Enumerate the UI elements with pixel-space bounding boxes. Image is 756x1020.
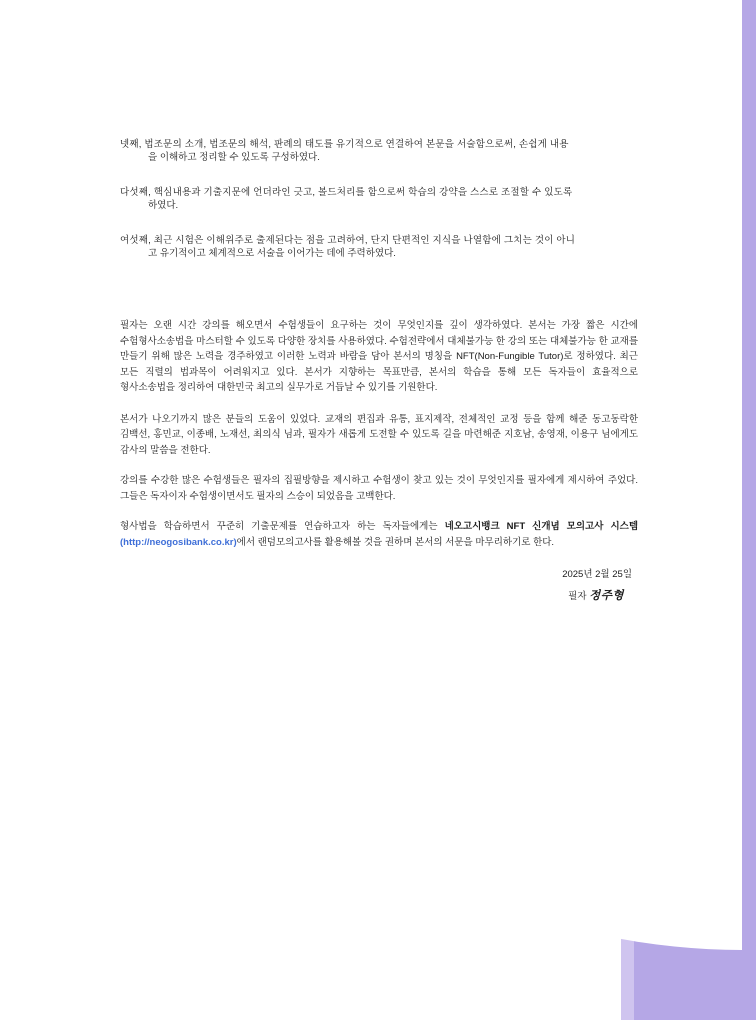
numbered-paragraph-5-lead: 다섯째, 핵심내용과 기출지문에 언더라인 긋고, 볼드처리를 함으로써 학습의 강약을 스스로 조절할 수 있도록 bbox=[120, 186, 573, 198]
numbered-paragraph-4-cont: 을 이해하고 정리할 수 있도록 구성하였다. bbox=[148, 152, 320, 164]
numbered-paragraph-5 bbox=[120, 186, 638, 213]
paragraph-1: 필자는 오랜 시간 강의를 해오면서 수험생들이 요구하는 것이 무엇인지를 깊이 생각하였다. 본서는 가장 짧은 시간에 수험형사소송법을 마스터할 수 있도록 다양한 장치를 사용하였다. 수험전략에서 대체불가능 한 강의 또는 대체불가능 한 교재를 만들기 위해 많은 노력을 경주하였고 이러한 노력과 바람을 담아 본서의 명칭을 NFT(Non-Fungible Tutor)로 정하였다. 최근 모든 직렬의 법과목이 어려워지고 있다. 본서가 지향하는 목표만큼, 본서의 학습을 통해 모든 독자들이 효율적으로 형사소송법을 정리하여 대한민국 최고의 실무가로 거듭날 수 있기를 기원한다. bbox=[120, 320, 638, 394]
final-paragraph-after: 에서 랜덤모의고사를 활용해볼 것을 권하며 본서의 서문을 마무리하기로 한다. bbox=[236, 536, 555, 548]
paragraph-2: 본서가 나오기까지 많은 분들의 도움이 있었다. 교재의 편집과 유통, 표지제작, 전체적인 교정 등을 함께 해준 동고동락한 김백선, 홍민교, 이종배, 노재선, 최의식 님과, 필자가 새롭게 도전할 수 있도록 길을 마련해준 지호남, 송영재, 이용구 님에게도 감사의 말씀을 전한다. bbox=[120, 413, 638, 456]
section-spacer bbox=[120, 282, 638, 309]
signature-author-name: 정주형 bbox=[589, 588, 624, 603]
numbered-paragraph-6-lead: 여섯째, 최근 시험은 이해위주로 출제된다는 점을 고려하여, 단지 단편적인 지식을 나열함에 그치는 것이 아니 bbox=[120, 234, 576, 246]
final-paragraph-before: 형사법을 학습하면서 꾸준히 기출문제를 연습하고자 하는 독자들에게는 bbox=[120, 521, 445, 533]
numbered-paragraph-4-lead: 넷째, 법조문의 소개, 법조문의 해석, 판례의 태도를 유기적으로 연결하여 본문을 서술함으로써, 손쉽게 내용 bbox=[120, 139, 569, 150]
numbered-paragraph-6-cont: 고 유기적이고 체계적으로 서술을 이어가는 데에 주력하였다. bbox=[148, 248, 396, 260]
paragraph-3: 강의를 수강한 많은 수험생들은 필자의 집필방향을 제시하고 수험생이 찾고 있는 것이 무엇인지를 필자에게 제시하여 주었다. 그들은 독자이자 수험생이면서도 필자의 스승이 되었음을 고백한다. bbox=[120, 475, 638, 502]
numbered-paragraph-4 bbox=[120, 138, 638, 165]
signature-date: 2025년 2월 25일 bbox=[562, 569, 632, 581]
document-body bbox=[120, 138, 638, 603]
paragraph-final bbox=[120, 519, 638, 550]
mock-exam-system-name: 네오고시뱅크 NFT 신개념 모의고사 시스템 bbox=[444, 521, 638, 533]
signature-label: 필자 bbox=[568, 591, 587, 603]
neogosibank-link[interactable]: (http://neogosibank.co.kr) bbox=[120, 536, 237, 548]
signature-block bbox=[120, 587, 638, 603]
numbered-paragraph-5-cont: 하였다. bbox=[148, 200, 179, 212]
numbered-paragraph-6 bbox=[120, 234, 638, 261]
